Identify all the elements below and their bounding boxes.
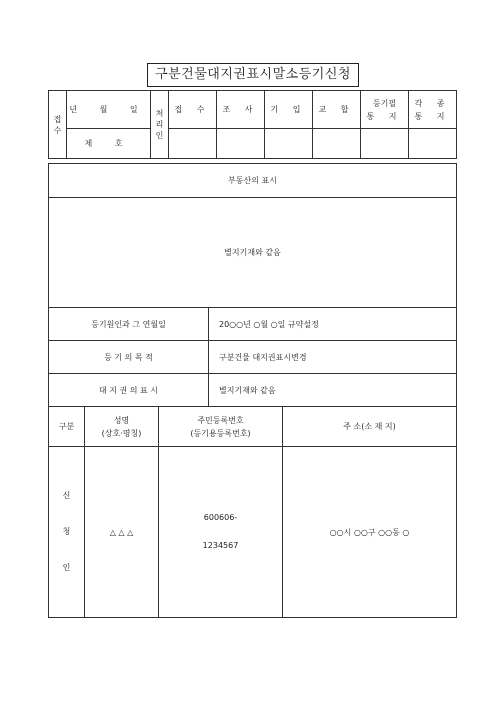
col-verify: 교 합 bbox=[313, 91, 361, 129]
handler-label: 처 리 인 bbox=[151, 91, 169, 159]
land-right-label: 대 지 권 의 표 시 bbox=[49, 374, 209, 407]
cell-reception bbox=[169, 129, 217, 159]
reception-table bbox=[48, 90, 457, 159]
cause-label: 등기원인과 그 연월일 bbox=[49, 308, 209, 341]
col-review: 조 사 bbox=[217, 91, 265, 129]
document-title: 구분건물대지권표시말소등기신청 bbox=[147, 63, 359, 87]
applicant-col-name: 성명 (상호·명칭) bbox=[85, 407, 159, 447]
reception-label: 접 수 bbox=[49, 91, 67, 159]
cell-review bbox=[217, 129, 265, 159]
applicant-address: ○○시 ○○구 ○○동 ○ bbox=[283, 447, 457, 618]
cell-registration-notice bbox=[361, 129, 409, 159]
property-header: 부동산의 표시 bbox=[49, 164, 457, 198]
col-entry: 기 입 bbox=[265, 91, 313, 129]
land-right-value: 별지기재와 같음 bbox=[209, 374, 457, 407]
date-label: 년 월 일 bbox=[67, 91, 151, 129]
col-registration-notice: 등기필 통 지 bbox=[361, 91, 409, 129]
cell-entry bbox=[265, 129, 313, 159]
applicant-col-id: 주민등록번호 (등기용등록번호) bbox=[159, 407, 283, 447]
purpose-label: 등 기 의 목 적 bbox=[49, 341, 209, 374]
property-content: 별지기재와 같음 bbox=[49, 198, 457, 308]
applicant-type: 신 청 인 bbox=[49, 447, 85, 618]
applicant-id: 600606- 1234567 bbox=[159, 447, 283, 618]
application-table bbox=[48, 163, 457, 618]
cause-value: 20○○년 ○월 ○일 규약설정 bbox=[209, 308, 457, 341]
cell-verify bbox=[313, 129, 361, 159]
col-reception: 접 수 bbox=[169, 91, 217, 129]
col-misc-notice: 각 종 통 지 bbox=[409, 91, 457, 129]
applicant-col-address: 주 소(소 재 지) bbox=[283, 407, 457, 447]
purpose-value: 구분건물 대지권표시변경 bbox=[209, 341, 457, 374]
applicant-name: △ △ △ bbox=[85, 447, 159, 618]
number-label: 제 호 bbox=[67, 129, 151, 159]
cell-misc-notice bbox=[409, 129, 457, 159]
applicant-col-type: 구분 bbox=[49, 407, 85, 447]
